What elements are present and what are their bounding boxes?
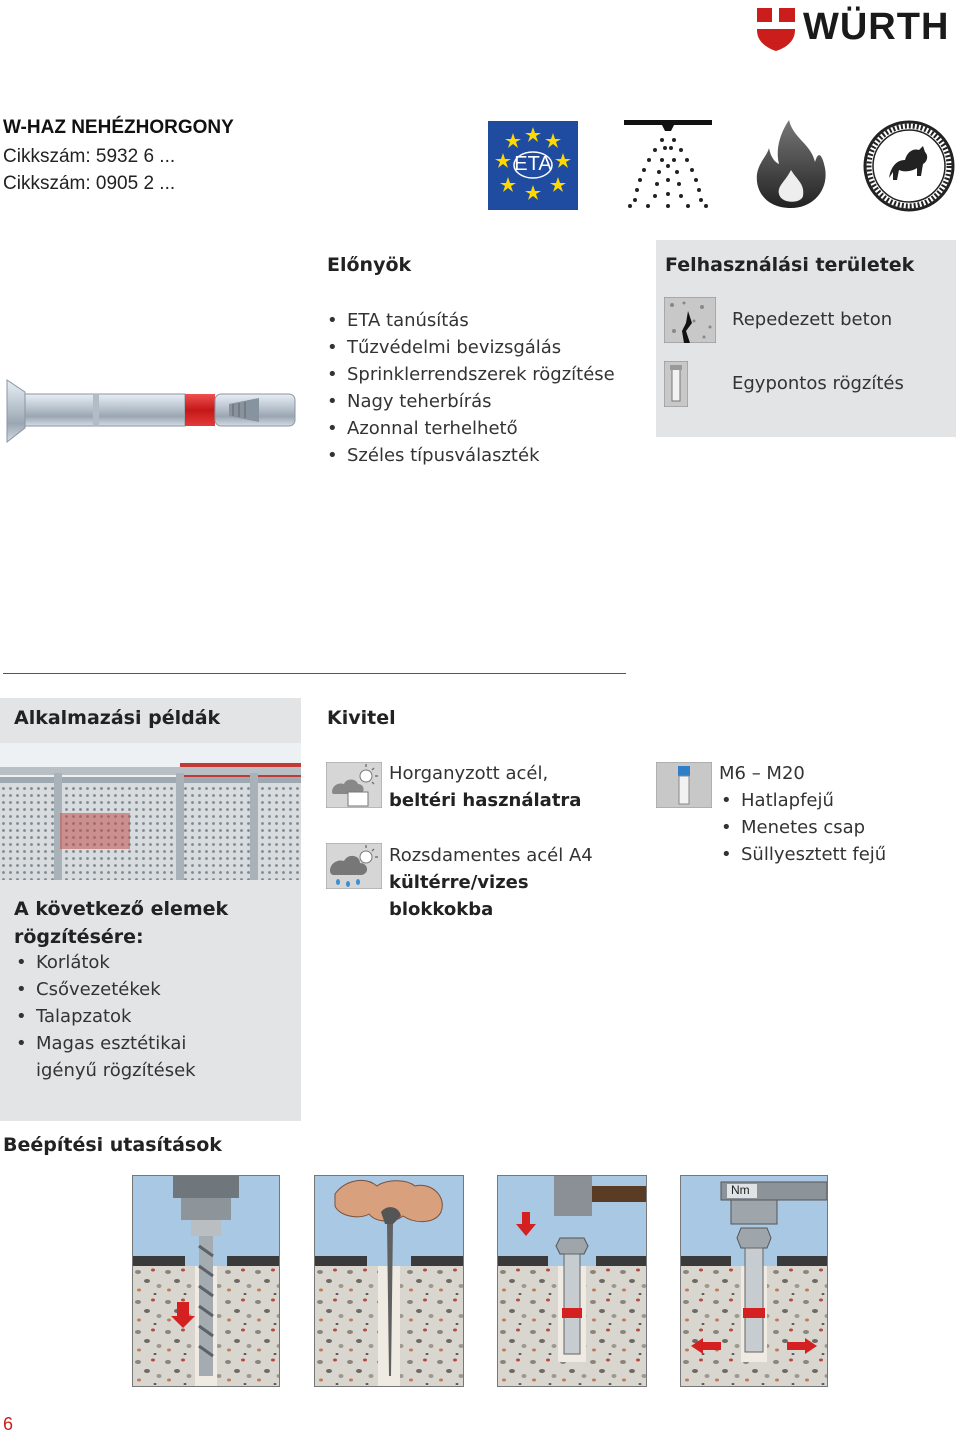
application-subheading: A következő elemek rögzítésére: bbox=[14, 898, 229, 948]
clean-hole-icon bbox=[315, 1176, 463, 1386]
size-range: M6 – M20 bbox=[719, 763, 805, 784]
list-item: • Hatlapfejű bbox=[721, 787, 941, 814]
list-item: • Sprinklerrendszerek rögzítése bbox=[327, 361, 647, 388]
size-type-list bbox=[721, 787, 941, 868]
install-step-drill bbox=[132, 1175, 280, 1387]
eta-label: ETA bbox=[514, 153, 552, 175]
torque-label: Nm bbox=[731, 1183, 750, 1197]
material-2-line2: kültérre/vizes blokkokba bbox=[389, 872, 529, 920]
installation-heading: Beépítési utasítások bbox=[3, 1134, 222, 1156]
usage-label-single-point: Egypontos rögzítés bbox=[732, 373, 904, 394]
list-item: • Talapzatok bbox=[16, 1003, 276, 1030]
list-item: • Széles típusválaszték bbox=[327, 442, 647, 469]
material-2-line1: Rozsdamentes acél A4 bbox=[389, 845, 593, 866]
sprinkler-icon bbox=[622, 118, 714, 210]
eta-badge-icon bbox=[488, 121, 578, 210]
advantages-heading: Előnyök bbox=[327, 254, 412, 276]
institute-seal-icon bbox=[863, 120, 955, 212]
wurth-logo-mark-icon bbox=[755, 6, 797, 52]
list-item: • Csővezetékek bbox=[16, 976, 276, 1003]
list-item: • Magas esztétikai igényű rögzítések bbox=[16, 1030, 246, 1084]
application-list bbox=[16, 949, 276, 1084]
list-item: • Nagy teherbírás bbox=[327, 388, 647, 415]
install-step-clean bbox=[314, 1175, 464, 1387]
indoor-weather-icon bbox=[326, 762, 382, 808]
application-heading: Alkalmazási példák bbox=[14, 707, 221, 729]
balcony-railing-photo bbox=[0, 743, 301, 880]
section-divider bbox=[3, 673, 626, 674]
article-number-1: Cikkszám: 5932 6 ... bbox=[3, 146, 176, 167]
list-item: • Tűzvédelmi bevizsgálás bbox=[327, 334, 647, 361]
article-number-2: Cikkszám: 0905 2 ... bbox=[3, 173, 176, 194]
usage-label-cracked-concrete: Repedezett beton bbox=[732, 309, 893, 330]
drill-hole-icon bbox=[133, 1176, 279, 1386]
page-number: 6 bbox=[3, 1414, 14, 1434]
usage-areas-panel bbox=[656, 240, 956, 437]
list-item: • Menetes csap bbox=[721, 814, 941, 841]
product-title: W-HAZ NEHÉZHORGONY bbox=[3, 117, 234, 138]
advantages-list bbox=[327, 307, 647, 469]
wurth-logo bbox=[755, 4, 960, 52]
install-step-torque bbox=[680, 1175, 828, 1387]
cracked-concrete-icon bbox=[664, 297, 716, 343]
heavy-duty-anchor-image bbox=[3, 370, 303, 450]
torque-tighten-icon bbox=[681, 1176, 827, 1386]
list-item: • ETA tanúsítás bbox=[327, 307, 647, 334]
material-1-line2: beltéri használatra bbox=[389, 790, 582, 811]
usage-areas-heading: Felhasználási területek bbox=[665, 254, 915, 276]
brand-name: WÜRTH bbox=[803, 6, 950, 48]
application-examples-panel bbox=[0, 698, 301, 1121]
list-item: • Azonnal terhelhető bbox=[327, 415, 647, 442]
fire-icon bbox=[753, 118, 829, 210]
thread-size-icon bbox=[656, 762, 712, 808]
list-item: • Korlátok bbox=[16, 949, 276, 976]
install-step-hammer bbox=[497, 1175, 647, 1387]
design-heading: Kivitel bbox=[327, 707, 396, 729]
list-item: • Süllyesztett fejű bbox=[721, 841, 941, 868]
hammer-in-icon bbox=[498, 1176, 646, 1386]
outdoor-rain-icon bbox=[326, 843, 382, 889]
material-1-line1: Horganyzott acél, bbox=[389, 763, 549, 784]
single-point-fixing-icon bbox=[664, 361, 688, 407]
